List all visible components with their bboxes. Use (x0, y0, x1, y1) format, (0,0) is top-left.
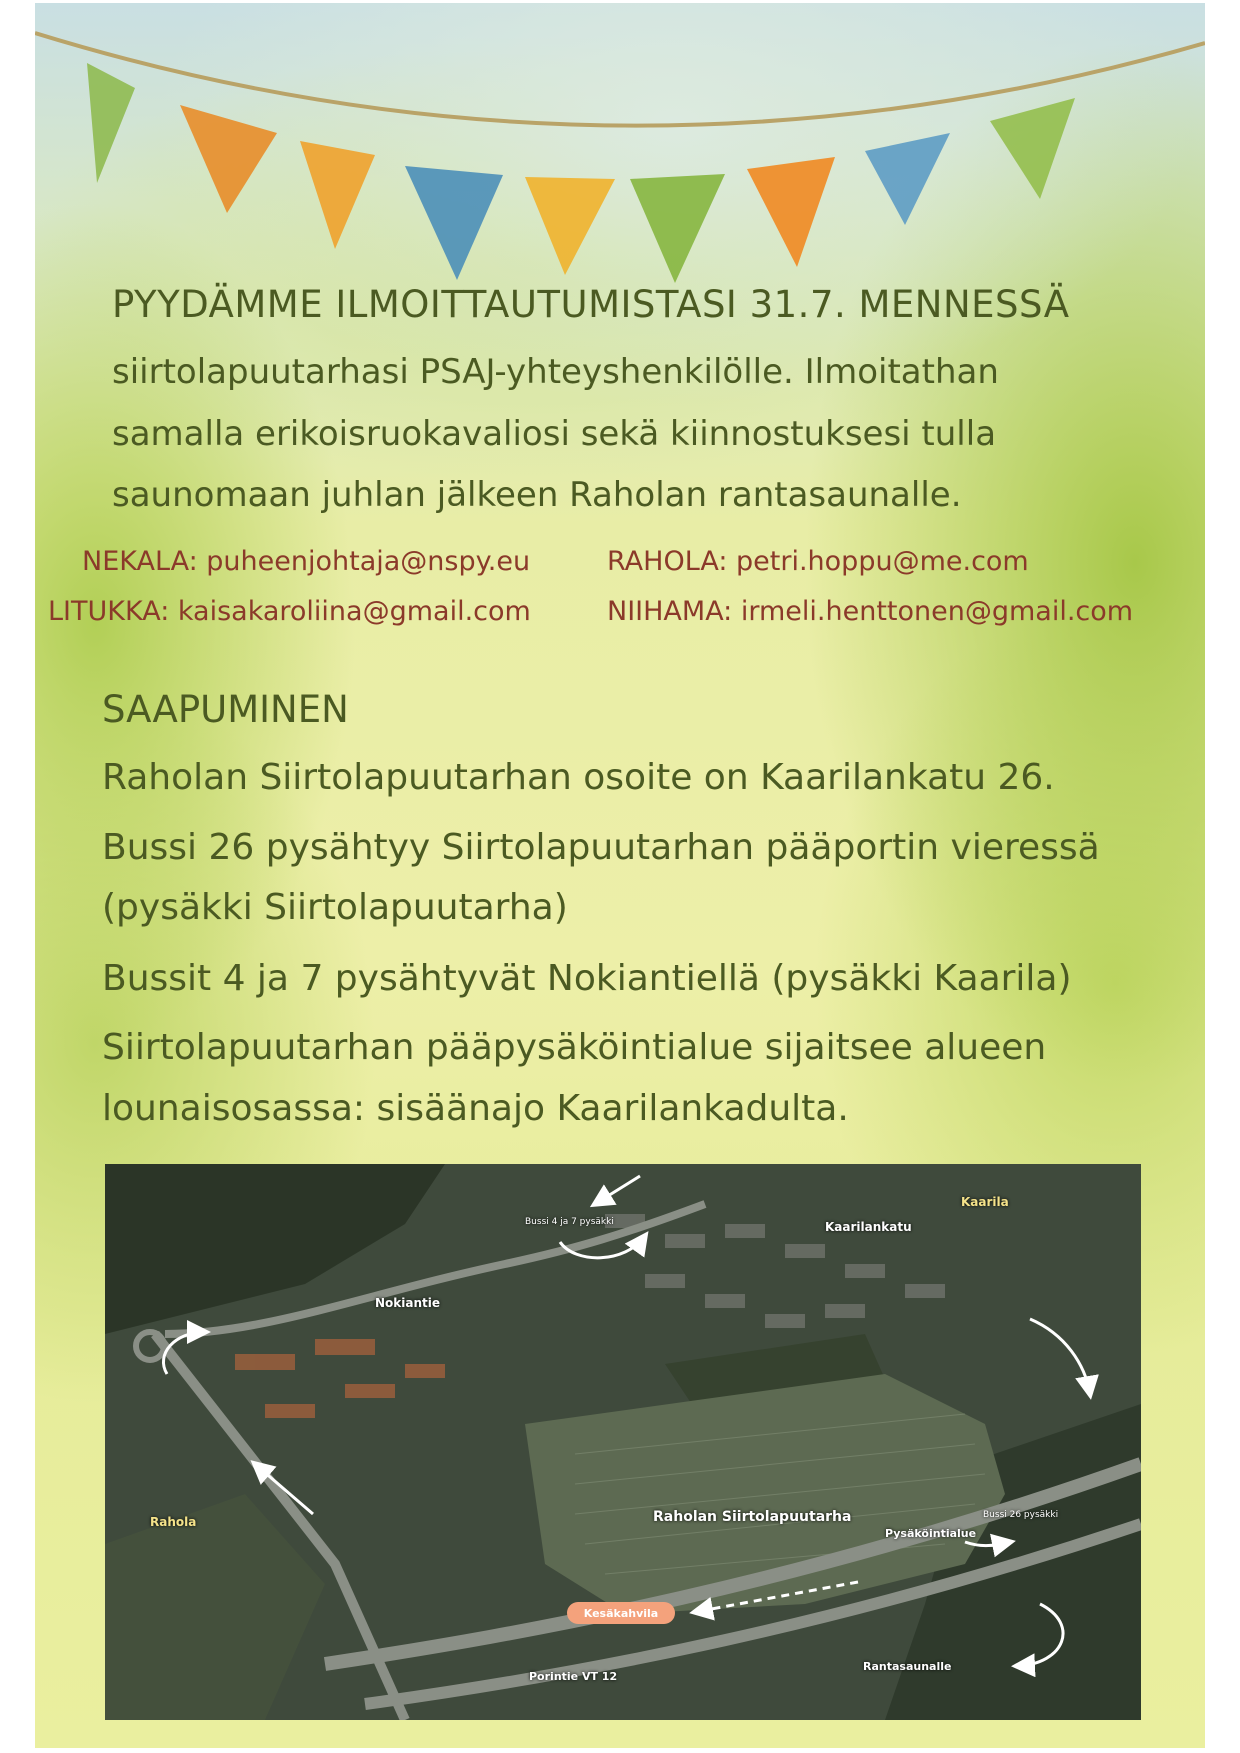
map-label-kaarila: Kaarila (961, 1195, 1009, 1209)
map-label-allotment-garden: Raholan Siirtolapuutarha (653, 1509, 852, 1525)
arrival-text-line: (pysäkki Siirtolapuutarha) (102, 887, 568, 928)
registration-text-line: saunomaan juhlan jälkeen Raholan rantasaunalle. (112, 475, 962, 515)
arrival-text-line: Bussit 4 ja 7 pysähtyvät Nokiantiellä (pysäkki Kaarila) (102, 958, 1072, 999)
registration-heading: PYYDÄMME ILMOITTAUTUMISTASI 31.7. MENNESSÄ (112, 283, 1070, 326)
contact-niihama: NIIHAMA: irmeli.henttonen@gmail.com (607, 596, 1134, 627)
registration-text-line: siirtolapuutarhasi PSAJ-yhteyshenkilölle. Ilmoitathan (112, 352, 999, 392)
invitation-poster (35, 3, 1205, 1748)
aerial-map (105, 1164, 1141, 1720)
registration-text-line: samalla erikoisruokavaliosi sekä kiinnostuksesi tulla (112, 414, 997, 454)
map-label-to-sauna: Rantasaunalle (863, 1660, 952, 1673)
arrival-text-line: Raholan Siirtolapuutarhan osoite on Kaarilankatu 26. (102, 757, 1055, 798)
arrival-section-title: SAAPUMINEN (102, 688, 349, 731)
aerial-map-image (105, 1164, 1141, 1720)
map-label-porintie-road: Porintie VT 12 (529, 1670, 618, 1683)
map-label-bus-26-stop: Bussi 26 pysäkki (983, 1510, 1059, 1520)
bunting-decoration (35, 3, 1205, 303)
map-label-summer-cafe: Kesäkahvila (567, 1602, 675, 1624)
contact-litukka: LITUKKA: kaisakaroliina@gmail.com (48, 596, 531, 627)
arrival-text-line: lounaisosassa: sisäänajo Kaarilankadulta. (102, 1088, 849, 1129)
map-label-kaarilankatu: Kaarilankatu (825, 1220, 912, 1234)
arrival-text-line: Bussi 26 pysähtyy Siirtolapuutarhan pääportin vieressä (102, 827, 1100, 868)
arrival-text-line: Siirtolapuutarhan pääpysäköintialue sijaitsee alueen (102, 1027, 1047, 1068)
map-label-parking-area: Pysäköintialue (885, 1527, 977, 1540)
map-label-nokiantie: Nokiantie (375, 1296, 441, 1310)
map-label-rahola: Rahola (150, 1515, 197, 1529)
contact-rahola: RAHOLA: petri.hoppu@me.com (607, 546, 1029, 577)
contact-nekala: NEKALA: puheenjohtaja@nspy.eu (82, 546, 531, 577)
map-label-bus-4-7-stop: Bussi 4 ja 7 pysäkki (525, 1217, 614, 1227)
